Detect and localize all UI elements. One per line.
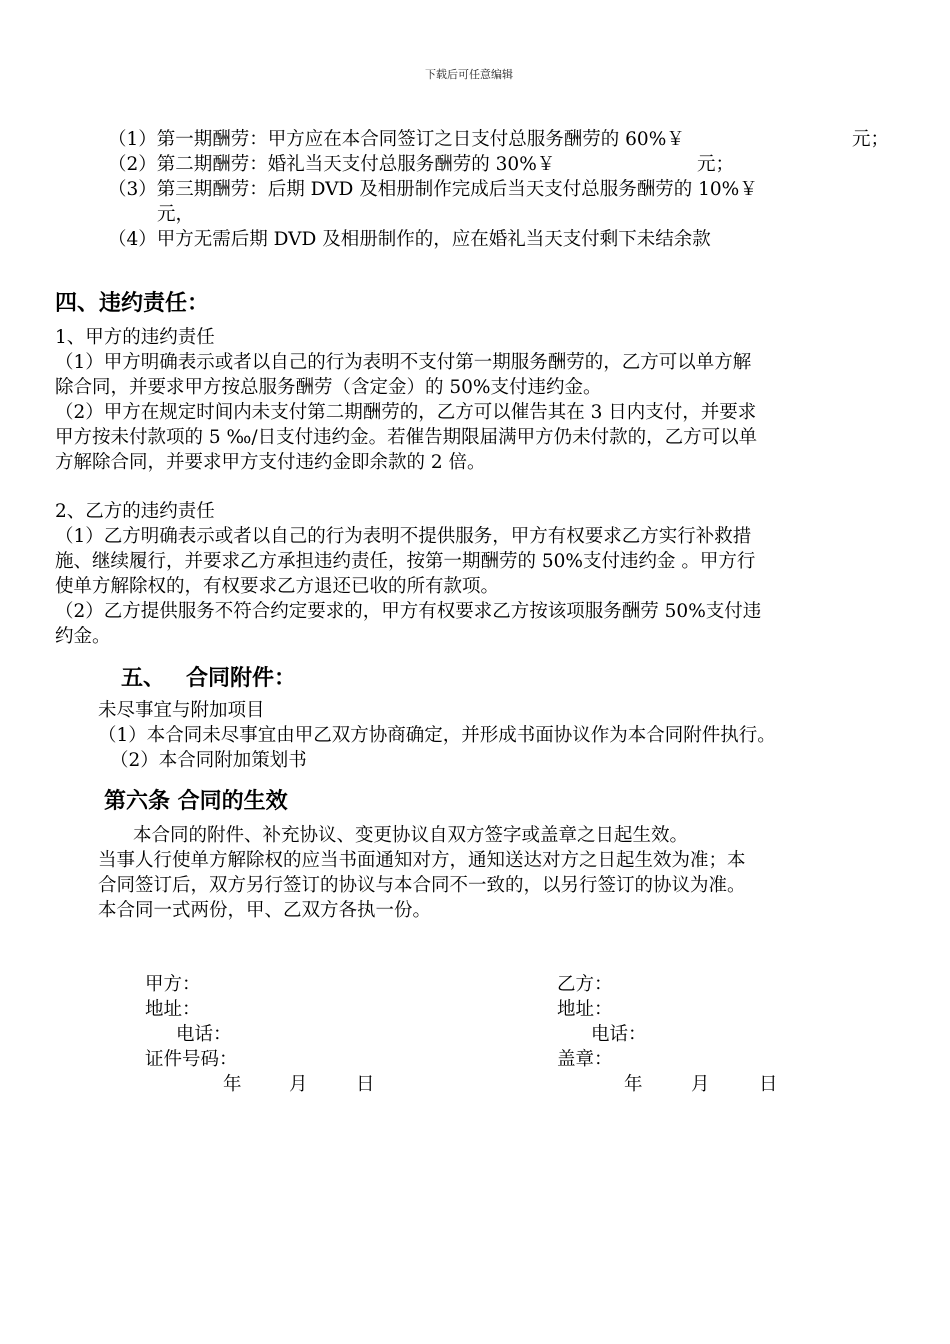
party-a-month: 月 (289, 1074, 308, 1095)
effect-line-2: 当事人行使单方解除权的应当书面通知对方，通知送达对方之日起生效为准；本 (98, 850, 746, 871)
party-a-liability-2-line3: 方解除合同，并要求甲方支付违约金即余款的 2 倍。 (55, 452, 486, 473)
party-b-liability-1-line1: （1）乙方明确表示或者以自己的行为表明不提供服务，甲方有权要求乙方实行补救措 (55, 526, 752, 547)
party-b-liability-2-line2: 约金。 (55, 626, 111, 647)
party-b-liability-2-line1: （2）乙方提供服务不符合约定要求的，甲方有权要求乙方按该项服务酬劳 50%支付违 (55, 601, 762, 622)
section-6-title: 第六条 合同的生效 (104, 789, 288, 814)
party-a-liability-2-line2: 甲方按未付款项的 5 ‰/日支付违约金。若催告期限届满甲方仍未付款的，乙方可以单 (55, 427, 758, 448)
party-b-liability-title: 2、乙方的违约责任 (55, 501, 215, 522)
payment-item-2: （2）第二期酬劳：婚礼当天支付总服务酬劳的 30%￥ (108, 154, 556, 175)
payment-item-4: （4）甲方无需后期 DVD 及相册制作的，应在婚礼当天支付剩下未结余款 (108, 229, 711, 250)
section-5-subtitle: 未尽事宜与附加项目 (98, 700, 265, 721)
section-5-title: 合同附件： (186, 666, 297, 691)
party-b-liability-1-line2: 施、继续履行，并要求乙方承担违约责任，按第一期酬劳的 50%支付违约金 。甲方行 (55, 551, 756, 572)
party-b-day: 日 (759, 1074, 778, 1095)
annex-item-1: （1）本合同未尽事宜由甲乙双方协商确定，并形成书面协议作为本合同附件执行。 (98, 725, 776, 746)
party-a-id-label: 证件号码： (145, 1049, 238, 1070)
section-4-body-b (55, 499, 900, 649)
header-note: 下载后可任意编辑 (425, 68, 513, 81)
party-a-liability-1-line1: （1）甲方明确表示或者以自己的行为表明不支付第一期服务酬劳的，乙方可以单方解 (55, 352, 752, 373)
party-b-address-label: 地址： (557, 999, 613, 1020)
party-a-day: 日 (356, 1074, 375, 1095)
annex-item-2: （2）本合同附加策划书 (110, 750, 307, 771)
party-b-phone-label: 电话： (591, 1024, 647, 1045)
party-b-seal-label: 盖章： (557, 1049, 613, 1070)
section-4-title: 四、违约责任： (55, 291, 210, 316)
party-a-liability-title: 1、甲方的违约责任 (55, 327, 215, 348)
payment-item-1-text: （1）第一期酬劳：甲方应在本合同签订之日支付总服务酬劳的 60%￥ (108, 129, 685, 150)
payment-item-1-suffix: 元； (852, 129, 890, 150)
party-b-label: 乙方： (557, 974, 613, 995)
effect-line-3: 合同签订后，双方另行签订的协议与本合同不一致的，以另行签订的协议为准。 (98, 875, 746, 896)
party-b-liability-1-line3: 使单方解除权的，有权要求乙方退还已收的所有款项。 (55, 576, 500, 597)
section-4-body (55, 325, 900, 475)
section-5-number: 五、 (121, 666, 166, 691)
party-b-year: 年 (624, 1074, 643, 1095)
party-a-year: 年 (223, 1074, 242, 1095)
effect-line-4: 本合同一式两份，甲、乙双方各执一份。 (98, 900, 432, 921)
party-a-liability-2-line1: （2）甲方在规定时间内未支付第二期酬劳的，乙方可以催告其在 3 日内支付，并要求 (55, 402, 757, 423)
party-a-phone-label: 电话： (176, 1024, 232, 1045)
party-a-address-label: 地址： (145, 999, 201, 1020)
payment-item-1 (108, 127, 685, 152)
party-a-liability-1-line2: 除合同，并要求甲方按总服务酬劳（含定金）的 50%支付违约金。 (55, 377, 602, 398)
payment-item-3-cont: 元， (157, 204, 195, 225)
effect-line-1: 本合同的附件、补充协议、变更协议自双方签字或盖章之日起生效。 (133, 825, 689, 846)
payment-item-2-suffix: 元； (697, 154, 735, 175)
party-b-month: 月 (691, 1074, 710, 1095)
payment-item-3: （3）第三期酬劳：后期 DVD 及相册制作完成后当天支付总服务酬劳的 10%￥ (108, 179, 758, 200)
party-a-label: 甲方： (145, 974, 201, 995)
